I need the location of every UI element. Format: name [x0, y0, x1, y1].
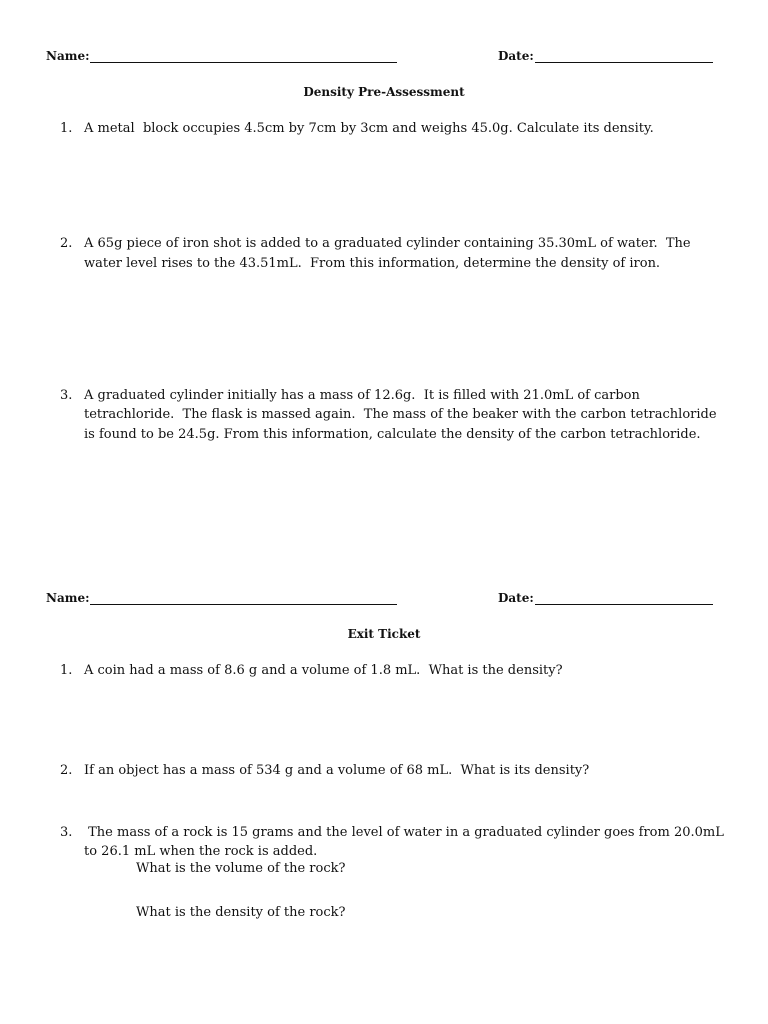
question-number: 1.	[60, 121, 73, 136]
question-number: 3.	[60, 388, 73, 403]
date-label: Date:	[498, 49, 534, 63]
name-field[interactable]	[90, 52, 397, 63]
sub-question-volume: What is the volume of the rock?	[136, 861, 346, 876]
question-text: The mass of a rock is 15 grams and the level of water in a graduated cylinder goes from 20.0mL	[84, 825, 724, 840]
date-field[interactable]	[535, 594, 713, 605]
question-number: 2.	[60, 763, 73, 778]
question-text: A 65g piece of iron shot is added to a graduated cylinder containing 35.30mL of water. The	[84, 236, 691, 251]
question-text: If an object has a mass of 534 g and a volume of 68 mL. What is its density?	[84, 763, 590, 778]
exit-ticket-title: Exit Ticket	[347, 627, 421, 641]
question-text: is found to be 24.5g. From this information, calculate the density of the carbon tetrachloride.	[84, 427, 701, 442]
question-number: 3.	[60, 825, 73, 840]
worksheet-title: Density Pre-Assessment	[303, 85, 465, 99]
date-field[interactable]	[535, 52, 713, 63]
name-label: Name:	[46, 591, 90, 605]
date-label: Date:	[498, 591, 534, 605]
question-text: tetrachloride. The flask is massed again. The mass of the beaker with the carbon tetrachloride	[84, 407, 717, 422]
question-text: A coin had a mass of 8.6 g and a volume of 1.8 mL. What is the density?	[84, 663, 563, 678]
question-text: A metal block occupies 4.5cm by 7cm by 3cm and weighs 45.0g. Calculate its density.	[84, 121, 654, 136]
name-label: Name:	[46, 49, 90, 63]
sub-question-density: What is the density of the rock?	[136, 905, 346, 920]
question-text: to 26.1 mL when the rock is added.	[84, 844, 318, 859]
question-number: 1.	[60, 663, 73, 678]
question-number: 2.	[60, 236, 73, 251]
question-text: A graduated cylinder initially has a mass of 12.6g. It is filled with 21.0mL of carbon	[84, 388, 640, 403]
name-field[interactable]	[90, 594, 397, 605]
question-text: water level rises to the 43.51mL. From this information, determine the density of iron.	[84, 256, 661, 271]
